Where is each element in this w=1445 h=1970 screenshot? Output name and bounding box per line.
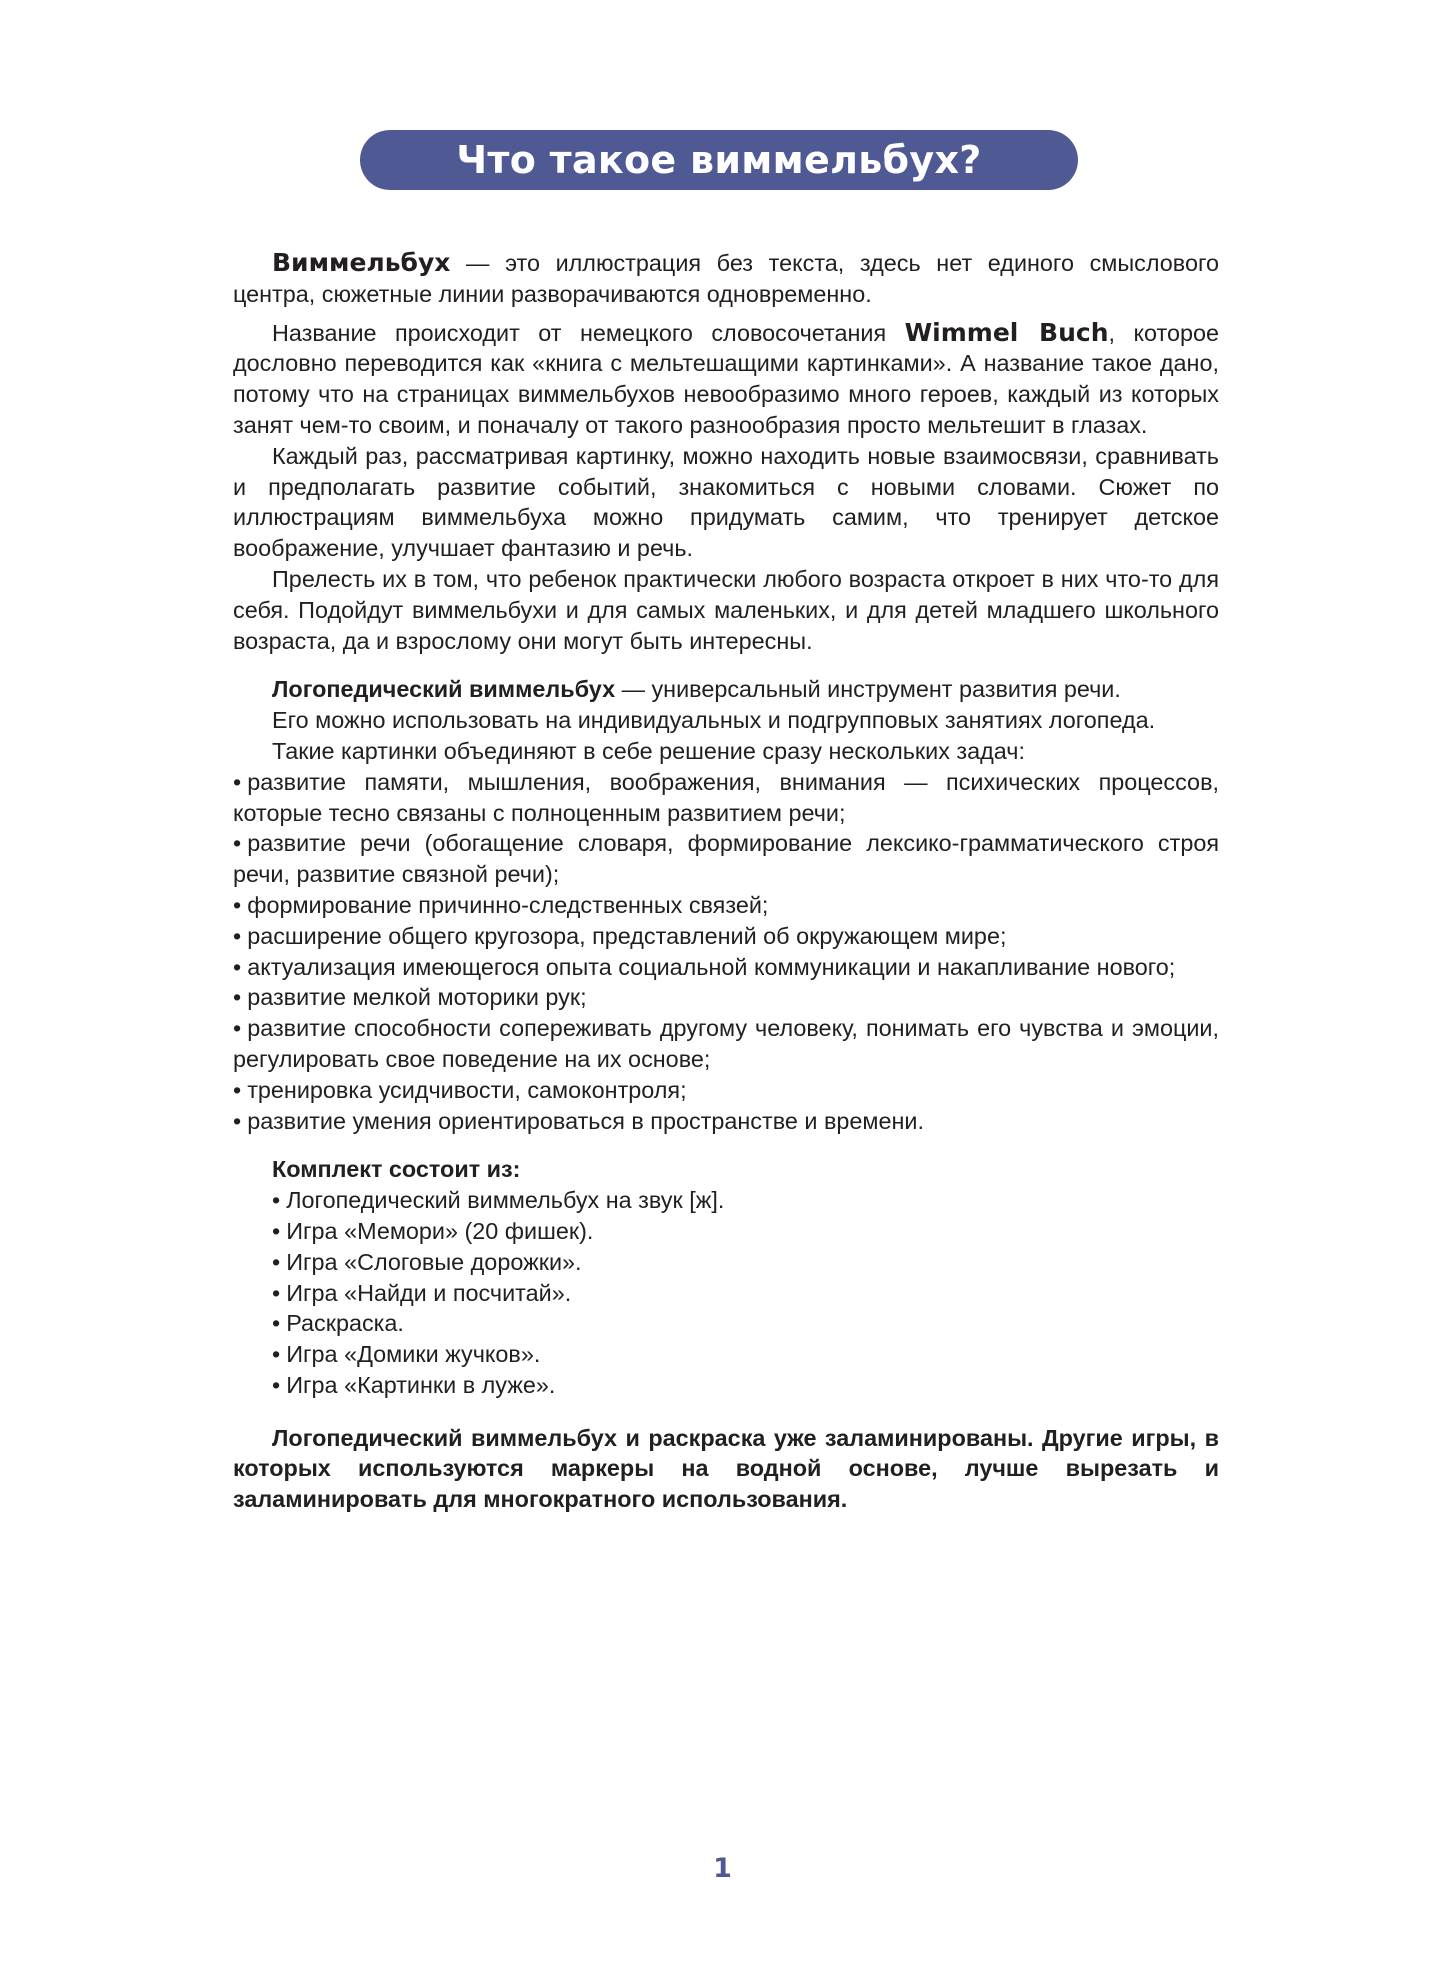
speech-intro-text: — универсальный инструмент развития речи. <box>615 676 1121 703</box>
content-body <box>233 248 1219 1515</box>
intro-paragraph-2 <box>233 318 1219 441</box>
intro-paragraph-2-after: , которое дословно переводится как «книга с мельтешащими картинками». А название такое дано, потому что на страницах виммельбухов невообразимо много героев, каждый из которых занят чем-то своим, и поначалу от такого разнообразия просто мельтешит в глазах. <box>233 319 1219 438</box>
speech-line-2: Его можно использовать на индивидуальных и подгрупповых занятиях логопеда. <box>272 707 1156 734</box>
list-item: • Логопедический виммельбух на звук [ж]. <box>272 1187 725 1214</box>
list-item: • актуализация имеющегося опыта социальной коммуникации и накапливание нового; <box>233 953 1176 980</box>
bullet-icon: • <box>233 922 242 949</box>
kit-list <box>233 1185 1219 1401</box>
bullet-icon: • <box>272 1310 281 1337</box>
bullet-icon: • <box>272 1217 281 1244</box>
intro-paragraph-4: Прелесть их в том, что ребенок практически любого возраста откроет в них что-то для себя. Подойдут виммельбухи и для самых маленьких, и для детей младшего школьного возраста, да и взрослому они могут быть интересны. <box>233 565 1219 654</box>
page-title: Что такое виммельбух? <box>456 138 982 182</box>
spacer <box>233 656 1219 674</box>
bullet-icon: • <box>272 1341 281 1368</box>
bullet-icon: • <box>272 1279 281 1306</box>
bullet-icon: • <box>233 1015 242 1042</box>
list-item: • тренировка усидчивости, самоконтроля; <box>233 1076 687 1103</box>
bullet-icon: • <box>233 984 242 1011</box>
list-item: • Раскраска. <box>272 1310 404 1337</box>
laminate-note: Логопедический виммельбух и раскраска уже заламинированы. Другие игры, в которых используются маркеры на водной основе, лучше вырезать и заламинировать для многократного использования. <box>233 1424 1219 1513</box>
bullet-icon: • <box>272 1248 281 1275</box>
bullet-icon: • <box>233 830 242 857</box>
intro-paragraph-3: Каждый раз, рассматривая картинку, можно находить новые взаимосвязи, сравнивать и предполагать развитие событий, знакомиться с новыми словами. Сюжет по иллюстрациям виммельбуха можно придумать самим, что тренирует детское воображение, улучшает фантазию и речь. <box>233 442 1219 562</box>
tasks-list <box>233 767 1219 1137</box>
list-item: • формирование причинно-следственных связей; <box>233 891 769 918</box>
speech-intro <box>233 674 1219 705</box>
list-item: • Игра «Слоговые дорожки». <box>272 1248 582 1275</box>
kit-title: Комплект состоит из: <box>272 1156 521 1183</box>
intro-paragraph-2-before: Название происходит от немецкого словосочетания <box>272 319 905 346</box>
bullet-icon: • <box>233 1076 242 1103</box>
intro-paragraph-1-text: — это иллюстрация без текста, здесь нет единого смыслового центра, сюжетные линии разворачиваются одновременно. <box>233 250 1219 307</box>
list-item: • развитие мелкой моторики рук; <box>233 984 587 1011</box>
bullet-icon: • <box>233 953 242 980</box>
intro-paragraph-1 <box>233 248 1219 310</box>
list-item: • Игра «Домики жучков». <box>272 1341 541 1368</box>
list-item: • развитие памяти, мышления, воображения, внимания — психических процессов, которые тесно связаны с полноценным развитием речи; <box>233 768 1219 826</box>
list-item: • Игра «Картинки в луже». <box>272 1371 556 1398</box>
list-item: • Игра «Найди и посчитай». <box>272 1279 572 1306</box>
list-item: • расширение общего кругозора, представлений об окружающем мире; <box>233 922 1007 949</box>
spacer <box>233 1136 1219 1154</box>
title-banner <box>360 130 1078 190</box>
bullet-icon: • <box>272 1371 281 1398</box>
spacer <box>233 1401 1219 1423</box>
bullet-icon: • <box>272 1187 281 1214</box>
list-item: • Игра «Мемори» (20 фишек). <box>272 1217 594 1244</box>
bullet-icon: • <box>233 891 242 918</box>
list-item: • развитие умения ориентироваться в пространстве и времени. <box>233 1107 924 1134</box>
list-item: • развитие способности сопереживать другому человеку, понимать его чувства и эмоции, регулировать свое поведение на их основе; <box>233 1015 1219 1072</box>
list-item: • развитие речи (обогащение словаря, формирование лексико-грамматического строя речи, развитие связной речи); <box>233 830 1219 888</box>
term-wimmelbuch: Виммельбух <box>272 248 451 277</box>
speech-line-3: Такие картинки объединяют в себе решение сразу нескольких задач: <box>272 737 1025 764</box>
bullet-icon: • <box>233 1107 242 1134</box>
term-wimmel-buch: Wimmel Buch <box>904 317 1109 347</box>
page-number: 1 <box>713 1853 732 1884</box>
term-speech-wimmelbuch: Логопедический виммельбух <box>272 676 616 703</box>
bullet-icon: • <box>233 768 242 795</box>
